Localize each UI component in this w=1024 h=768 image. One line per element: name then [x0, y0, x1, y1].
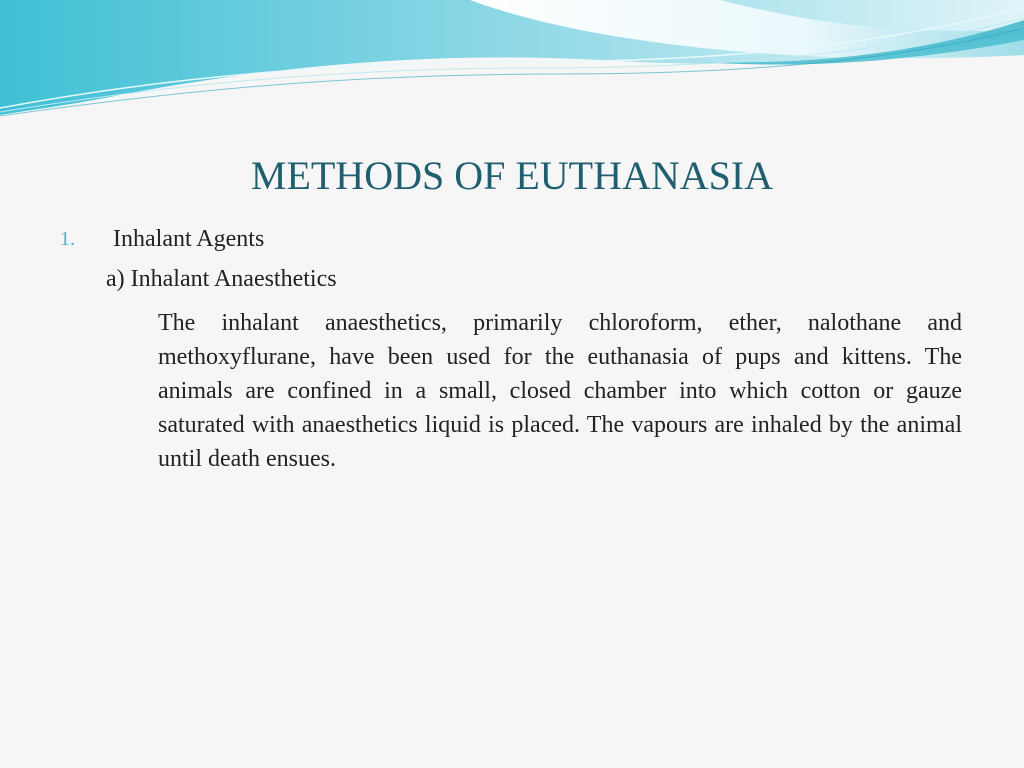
- slide-title: METHODS OF EUTHANASIA: [250, 153, 774, 198]
- list-subheading: a) Inhalant Anaesthetics: [106, 266, 337, 292]
- header-wave-decoration: [0, 0, 1024, 130]
- list-number: 1.: [60, 228, 75, 250]
- body-paragraph: The inhalant anaesthetics, primarily chloroform, ether, nalothane and methoxyflurane, have been used for the euthanasia of pups and kittens. The animals are confined in a small, closed chamber into which cotton or gauze saturated with anaesthetics liquid is placed. The vapours are inhaled by the animal until death ensues.: [158, 310, 962, 472]
- list-heading: Inhalant Agents: [113, 226, 265, 252]
